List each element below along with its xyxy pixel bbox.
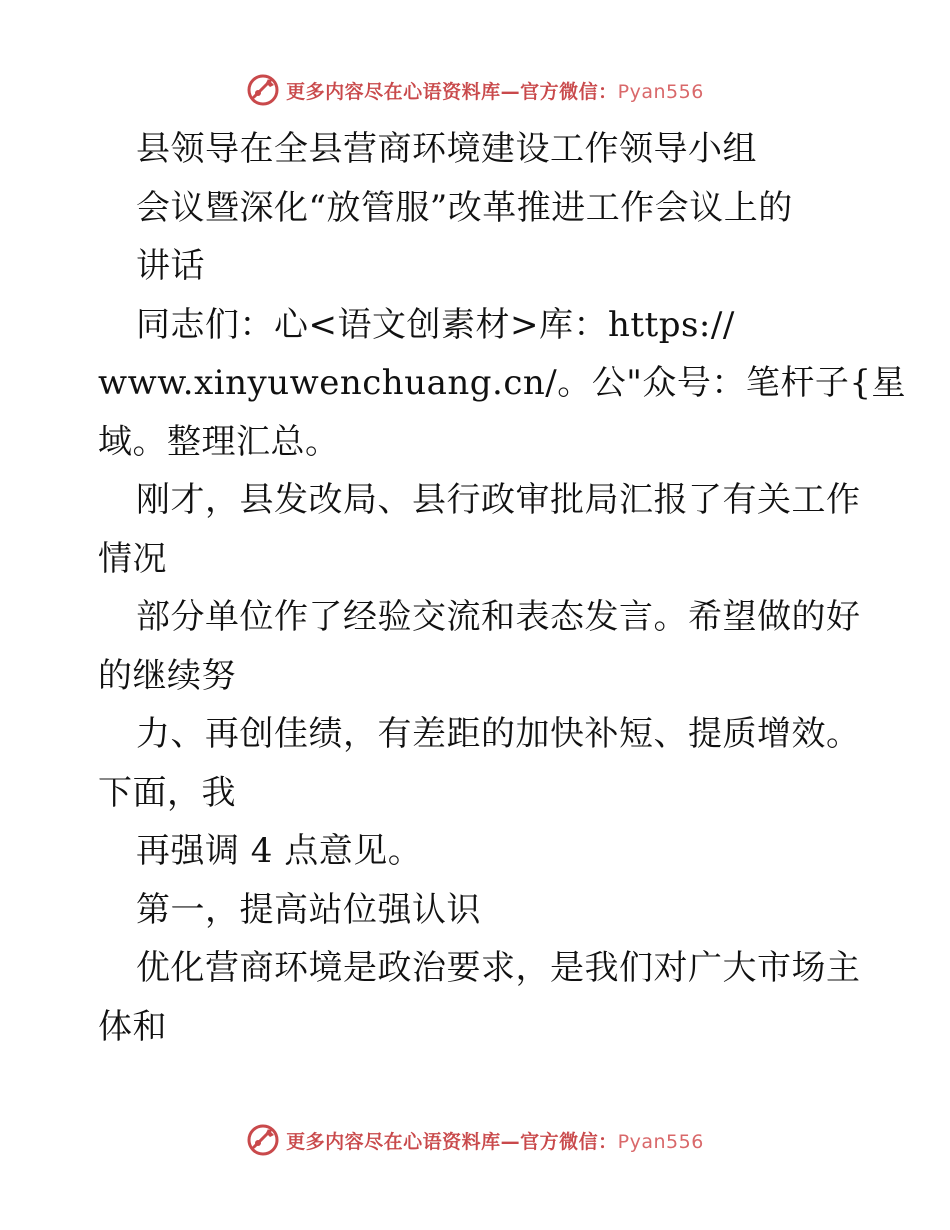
text-line: 情况 (98, 538, 167, 579)
document-body (98, 120, 906, 1056)
text-line: 会议暨深化“放管服”改革推进工作会议上的 (136, 187, 793, 228)
text-line: 讲话 (136, 246, 205, 286)
footer-watermark (0, 1120, 950, 1160)
pen-logo-icon (246, 1123, 280, 1157)
text-line: 力、再创佳绩，有差距的加快补短、提质增效。 (136, 714, 861, 754)
watermark-text: 更多内容尽在心语资料库—官方微信：Pyan556 (286, 80, 704, 103)
text-line: 刚才，县发改局、县行政审批局汇报了有关工作 (136, 480, 861, 520)
text-line: www.xinyuwenchuang.cn/。公"众号：笔杆子{星 (98, 363, 906, 403)
text-line: 部分单位作了经验交流和表态发言。希望做的好 (136, 597, 861, 637)
text-line: 的继续努 (98, 655, 236, 696)
text-line: 下面，我 (98, 772, 236, 813)
watermark-text: 更多内容尽在心语资料库—官方微信：Pyan556 (286, 1130, 704, 1153)
wechat-id: Pyan556 (617, 80, 704, 103)
header-watermark (0, 70, 950, 110)
text-line: 体和 (98, 1006, 167, 1047)
text-line: 县领导在全县营商环境建设工作领导小组 (136, 129, 757, 169)
wechat-id: Pyan556 (617, 1130, 704, 1153)
text-line: 同志们：心<语文创素材>库：https:// (136, 304, 735, 345)
text-line: 优化营商环境是政治要求，是我们对广大市场主 (136, 948, 861, 988)
section-heading: 第一，提高站位强认识 (136, 889, 481, 930)
pen-logo-icon (246, 73, 280, 107)
text-line: 域。整理汇总。 (98, 421, 340, 462)
text-line: 再强调 4 点意见。 (136, 831, 423, 871)
